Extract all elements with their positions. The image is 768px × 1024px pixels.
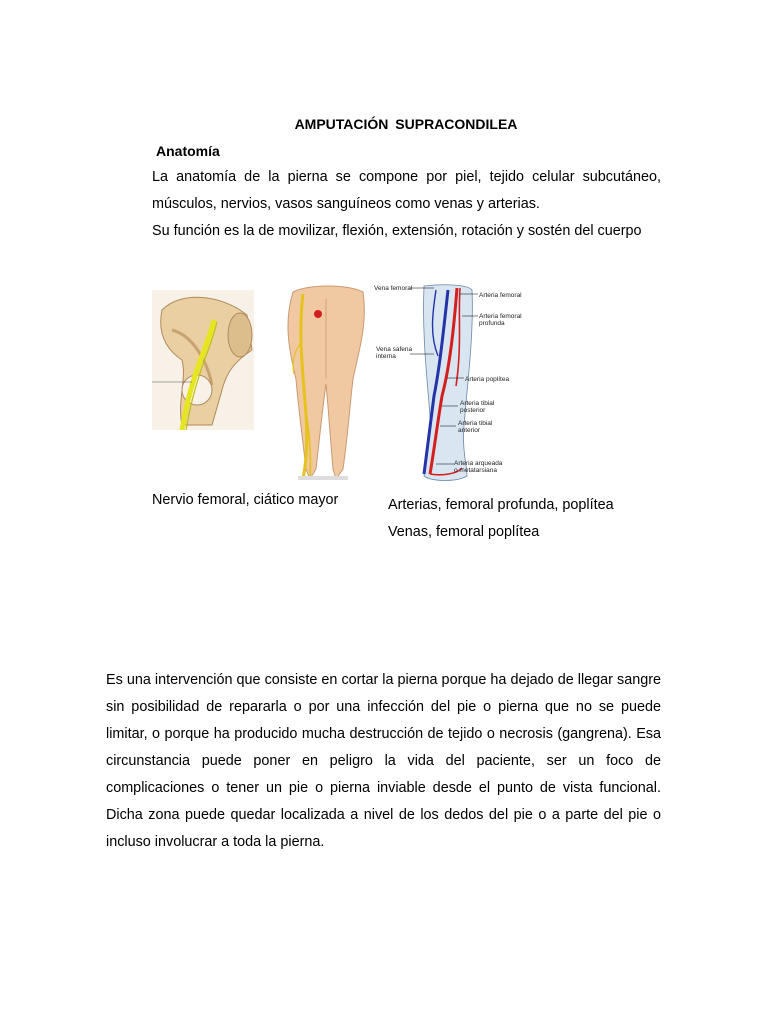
body-paragraph: Es una intervención que consiste en cortar la pierna porque ha dejado de llegar sangre sin posibilidad de repararla o por una infección del pie o pierna que no se puede limitar, o porque ha producido mucha destrucción de tejido o necrosis (gangrena). Esa circunstancia puede poner en peligro la vida del paciente, ser un foco de complicaciones o tener un pie o pierna inviable desde el punto de vista funcional. Dicha zona puede quedar localizada a nivel de los dedos del pie o a parte del pie o incluso involucrar a toda la pierna. <box>106 672 661 850</box>
posterior-leg-illustration <box>278 284 373 484</box>
intro-paragraph-1: La anatomía de la pierna se compone por piel, tejido celular subcutáneo, músculos, nervios, vasos sanguíneos como venas y arterias. <box>152 169 661 212</box>
label-arteria-poplitea: Arteria poplítea <box>465 376 510 383</box>
caption-veins: Venas, femoral poplítea <box>388 524 540 540</box>
label-arteria-femoral-profunda-2: profunda <box>479 320 505 327</box>
label-tibial-posterior-2: posterior <box>460 407 486 414</box>
label-tibial-anterior-1: Arteria tibial <box>458 420 493 427</box>
section-heading: Anatomía <box>156 143 220 159</box>
label-vena-femoral: Vena femoral <box>374 285 413 292</box>
label-arqueada-2: o metatarsiana <box>454 467 497 474</box>
label-arteria-femoral-profunda-1: Arteria femoral <box>479 313 522 320</box>
label-tibial-anterior-2: anterior <box>458 427 481 434</box>
document-title: AMPUTACIÓN SUPRACONDILEA <box>294 116 518 132</box>
intro-text <box>152 164 661 245</box>
caption-vessels <box>388 492 614 546</box>
pelvis-nerve-illustration <box>152 290 254 430</box>
caption-nerves: Nervio femoral, ciático mayor <box>152 492 339 508</box>
label-vena-safena-2: interna <box>376 353 396 360</box>
label-tibial-posterior-1: Arteria tibial <box>460 400 495 407</box>
body-text <box>106 667 661 856</box>
intro-paragraph-2: Su función es la de movilizar, flexión, extensión, rotación y sostén del cuerpo <box>152 223 642 239</box>
leg-vessels-diagram <box>372 276 534 484</box>
label-arteria-femoral: Arteria femoral <box>479 292 522 299</box>
label-arqueada-1: Arteria arqueada <box>454 460 503 467</box>
label-vena-safena-1: Vena safena <box>376 346 413 353</box>
caption-arteries: Arterias, femoral profunda, poplítea <box>388 497 614 513</box>
